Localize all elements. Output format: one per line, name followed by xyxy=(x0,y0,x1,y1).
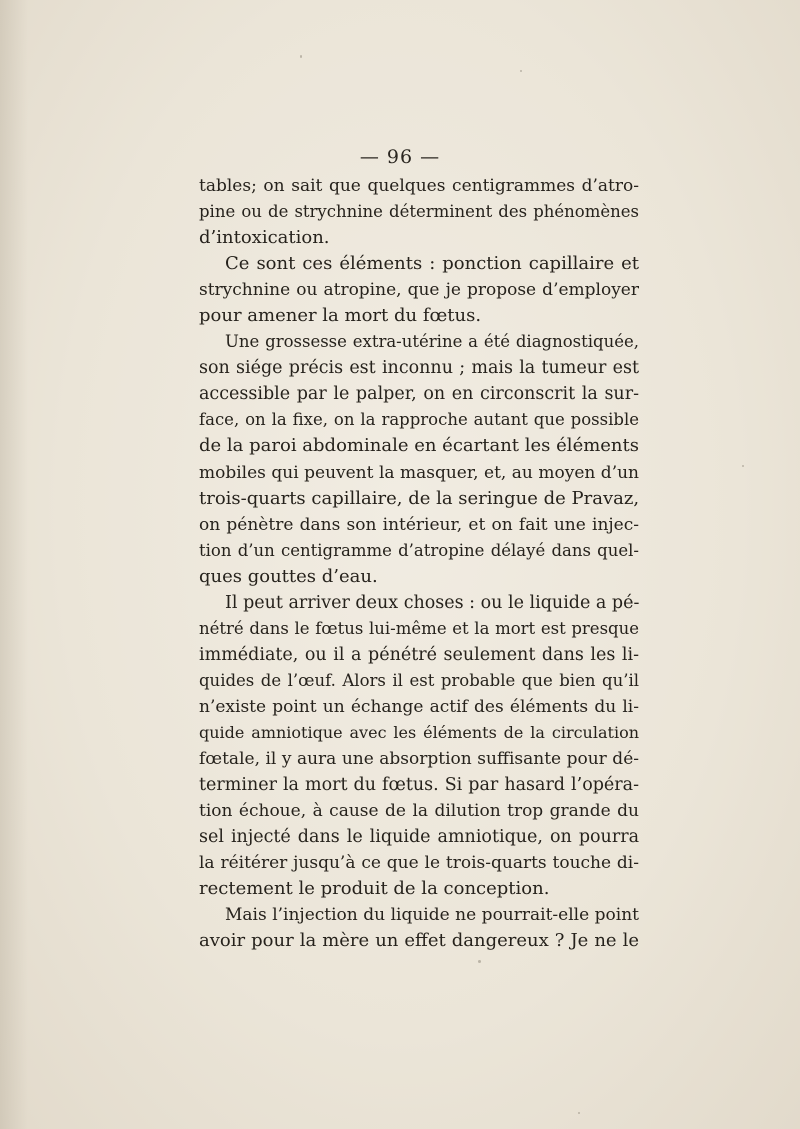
paragraph-3 xyxy=(199,329,639,589)
page-edge-shadow xyxy=(0,0,28,1129)
text-line: pine ou de strychnine déterminent des phénomènes xyxy=(199,202,639,222)
text-line: accessible par le palper, on en circonscrit la sur- xyxy=(199,384,639,405)
paragraph-4 xyxy=(199,590,639,903)
paper-speck xyxy=(578,1112,580,1114)
paragraph-2 xyxy=(199,251,639,329)
text-line: strychnine ou atropine, que je propose d’employer xyxy=(199,280,639,301)
text-line: fœtale, il y aura une absorption suffisante pour dé- xyxy=(199,749,639,770)
text-line: pour amener la mort du fœtus. xyxy=(199,305,482,327)
text-line: Mais l’injection du liquide ne pourrait-elle point xyxy=(225,905,639,926)
text-line: de la paroi abdominale en écartant les éléments xyxy=(199,435,639,457)
text-line: ques gouttes d’eau. xyxy=(199,565,378,587)
text-line: tables; on sait que quelques centigrammes d’atro- xyxy=(199,176,639,196)
text-line: face, on la fixe, on la rapproche autant que possible xyxy=(199,410,639,430)
paper-speck xyxy=(478,960,481,963)
text-line: tion d’un centigramme d’atropine délayé dans quel- xyxy=(199,540,639,560)
text-line: quide amniotique avec les éléments de la circulation xyxy=(199,722,639,742)
text-line: trois-quarts capillaire, de la seringue de Pravaz, xyxy=(199,487,640,509)
text-line: n’existe point un échange actif des éléments du li- xyxy=(199,696,639,717)
text-line: avoir pour la mère un effet dangereux ? Je ne le xyxy=(199,930,639,952)
text-line: terminer la mort du fœtus. Si par hasard l’opéra- xyxy=(199,775,639,796)
text-line: Ce sont ces éléments : ponction capillaire et xyxy=(225,253,639,275)
text-line: la réitérer jusqu’à ce que le trois-quarts touche di- xyxy=(199,853,639,874)
text-line: on pénètre dans son intérieur, et on fait une injec- xyxy=(199,514,639,535)
body-text xyxy=(199,173,639,954)
paper-speck xyxy=(520,70,522,72)
text-line: d’intoxication. xyxy=(199,227,330,249)
text-line: sel injecté dans le liquide amniotique, on pourra xyxy=(199,827,639,848)
text-line: rectement le produit de la conception. xyxy=(199,878,550,900)
page-number: — 96 — xyxy=(359,146,441,168)
text-line: nétré dans le fœtus lui-même et la mort est presque xyxy=(199,618,639,638)
text-line: son siége précis est inconnu ; mais la tumeur est xyxy=(199,358,639,379)
text-line: mobiles qui peuvent la masquer, et, au moyen d’un xyxy=(199,462,639,483)
text-line: Une grossesse extra-utérine a été diagnostiquée, xyxy=(225,332,639,352)
text-line: quides de l’œuf. Alors il est probable que bien qu’il xyxy=(199,670,639,690)
paragraph-5 xyxy=(199,902,639,954)
text-line: Il peut arriver deux choses : ou le liquide a pé- xyxy=(225,592,640,613)
text-line: immédiate, ou il a pénétré seulement dans les li- xyxy=(199,644,639,665)
paragraph-1 xyxy=(199,173,639,251)
text-line: tion échoue, à cause de la dilution trop grande du xyxy=(199,801,639,822)
paper-speck xyxy=(742,465,744,467)
paper-speck xyxy=(300,55,302,58)
